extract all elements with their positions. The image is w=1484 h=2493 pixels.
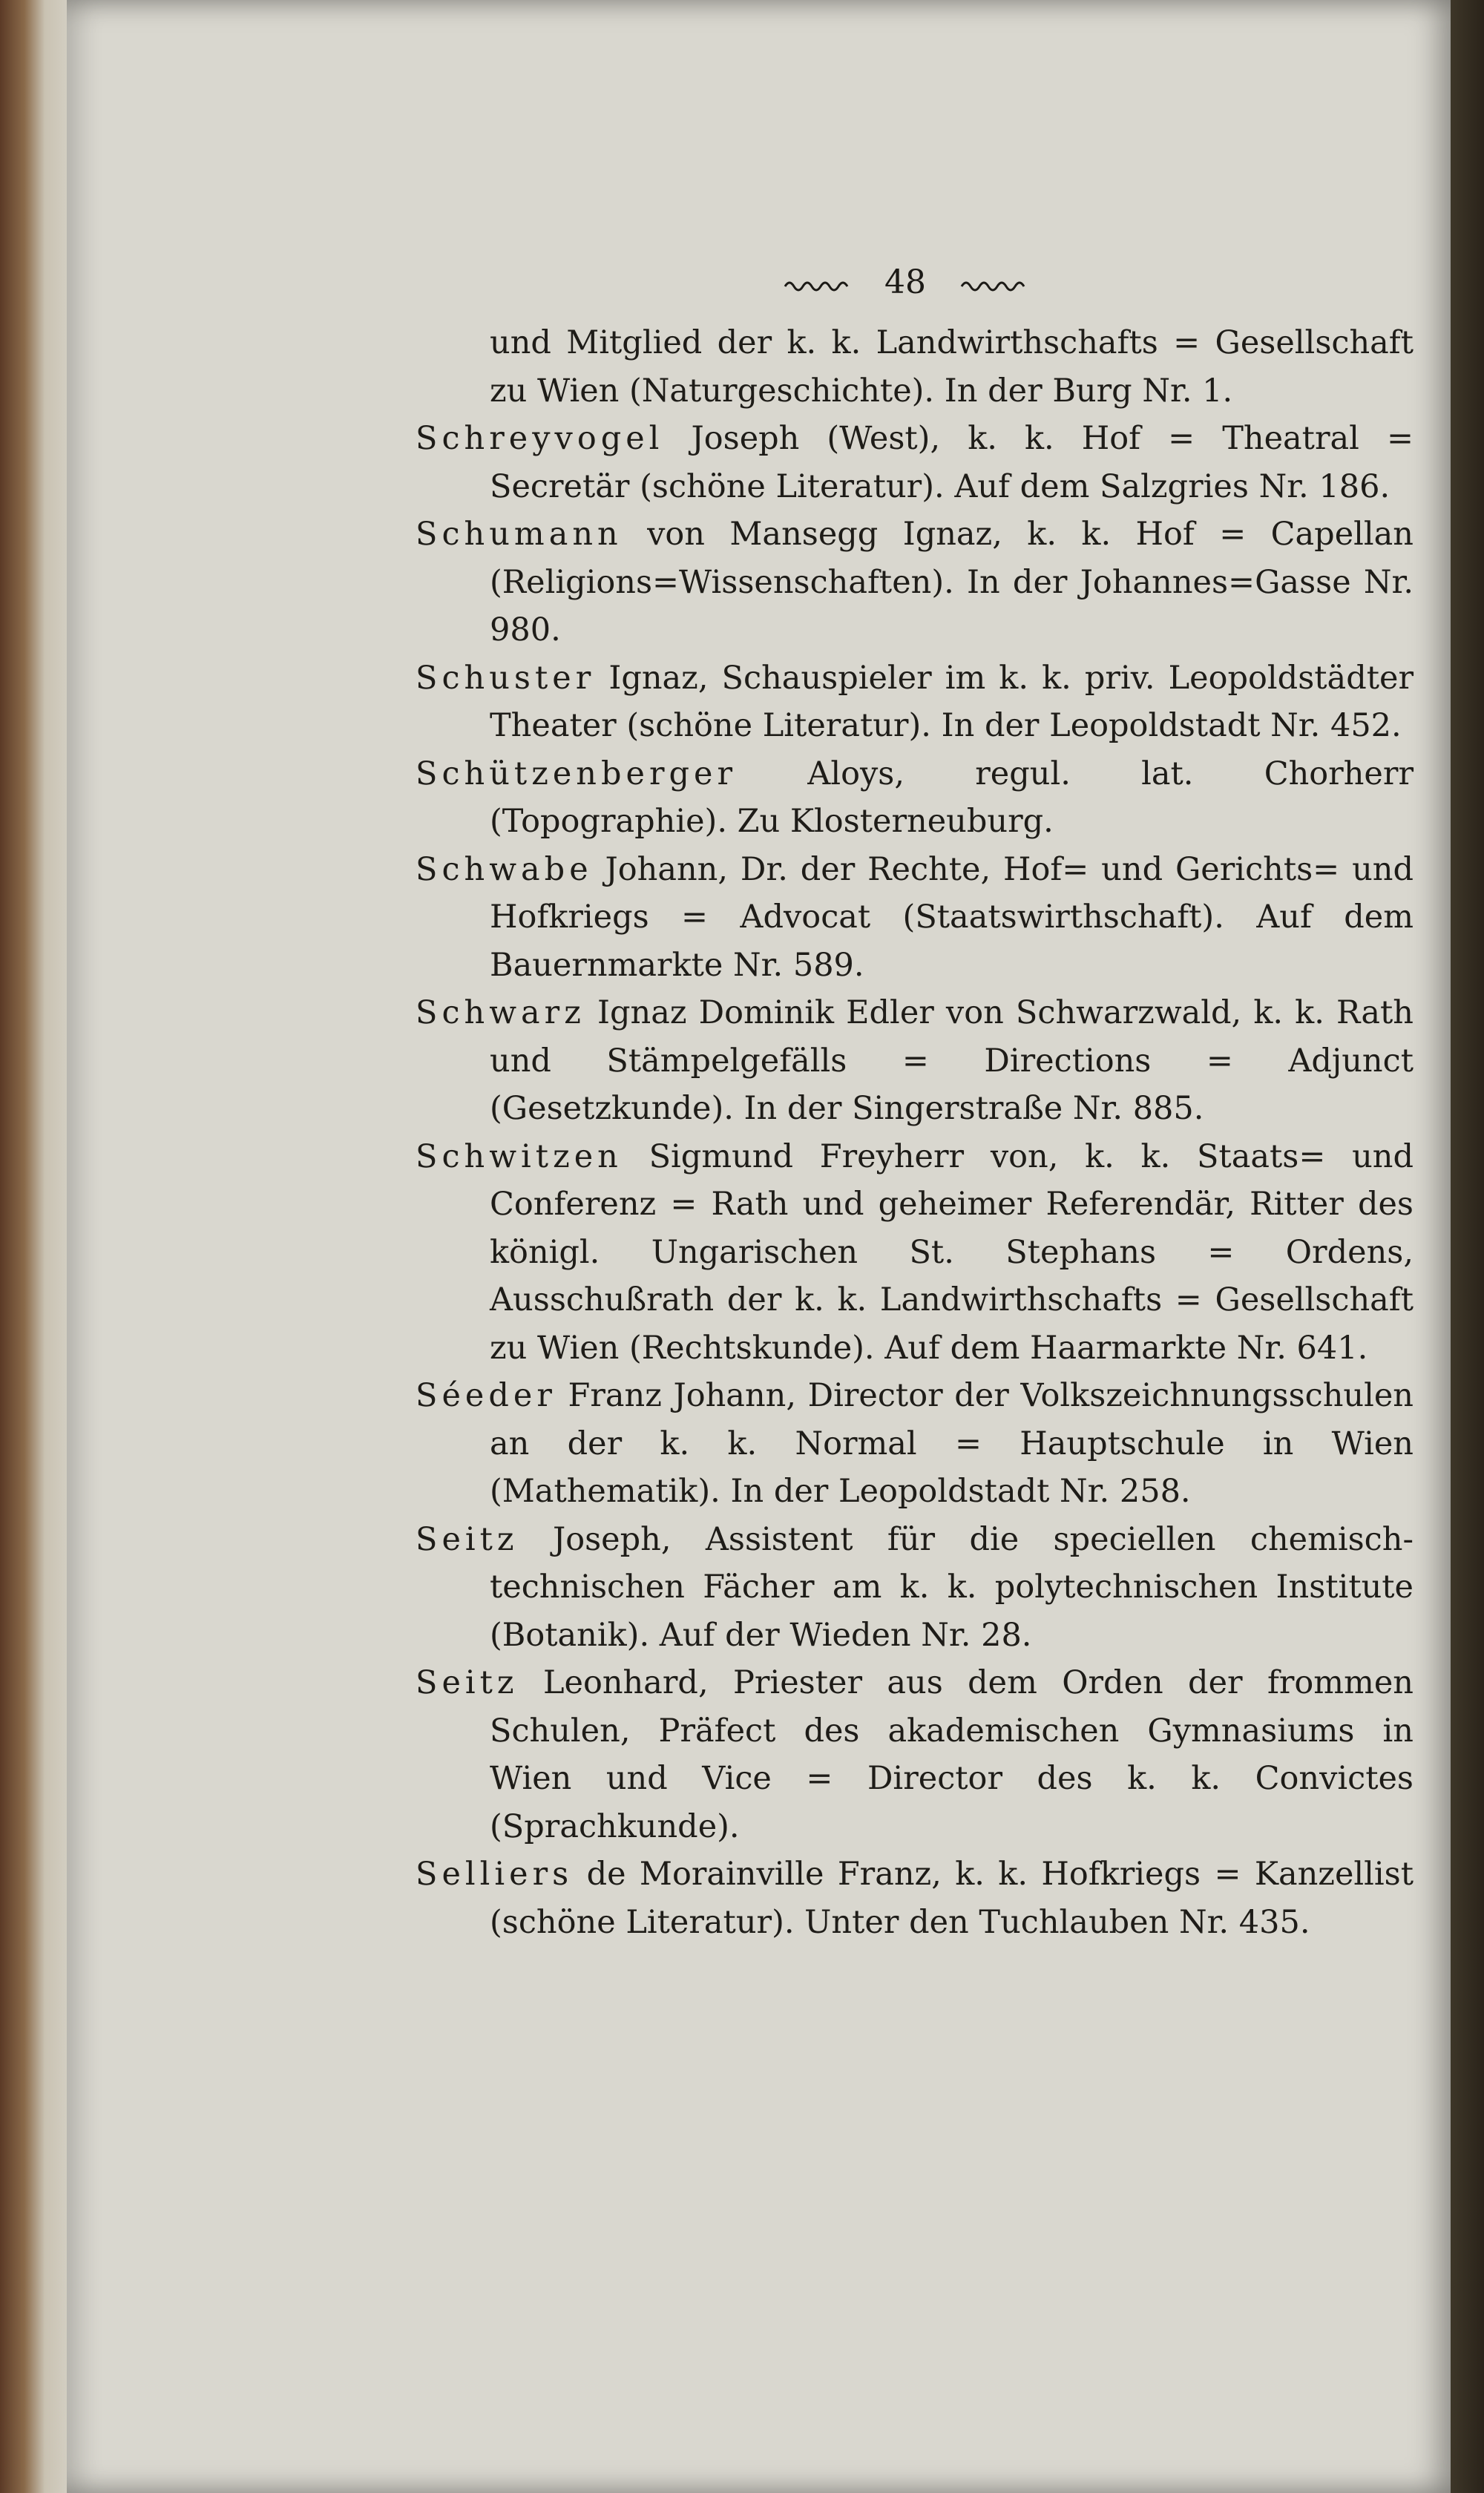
entry-name: Selliers [416, 1856, 574, 1893]
entry-name: Schwitzen [416, 1137, 623, 1175]
entry-name: Schwarz [416, 994, 585, 1031]
list-item [416, 989, 1414, 1133]
entry-text: Ignaz Dominik Edler von Schwarzwald, k. k. Rath und Stämpelgefälls = Directions = Adjunct (Gesetzkunde). In der Singerstraße Nr. 885. [490, 994, 1414, 1127]
entry-text: Franz Johann, Director der Volkszeichnungsschulen an der k. k. Normal = Hauptschule in Wien (Mathematik). In der Leopoldstadt Nr. 258. [490, 1377, 1414, 1510]
entry-text: Johann, Dr. der Rechte, Hof= und Gerichts= und Hofkriegs = Advocat (Staatswirthschaft). Auf dem Bauernmarkte Nr. 589. [490, 850, 1414, 984]
entry-name: Séeder [416, 1377, 556, 1414]
page-number: 48 [884, 263, 926, 301]
list-item [416, 1659, 1414, 1850]
list-item [416, 846, 1414, 990]
entry-name: Schumann [416, 516, 623, 553]
entry-list [416, 319, 1414, 1946]
entry-text: Aloys, regul. lat. Chorherr (Topographie). Zu Klosterneuburg. [490, 755, 1414, 840]
entry-text: de Morainville Franz, k. k. Hofkriegs = Kanzellist (schöne Literatur). Unter den Tuchlauben Nr. 435. [490, 1856, 1414, 1941]
list-item [416, 319, 1414, 415]
left-ornament-icon [784, 276, 850, 294]
entry-text: und Mitglied der k. k. Landwirthschafts = Gesellschaft zu Wien (Naturgeschichte). In der Burg Nr. 1. [490, 324, 1414, 410]
entry-text: von Mansegg Ignaz, k. k. Hof = Capellan (Religions=Wissenschaften). In der Johannes=Gasse Nr. 980. [490, 516, 1414, 648]
list-item [416, 1516, 1414, 1660]
binding-edge [1451, 0, 1484, 2493]
right-ornament-icon [960, 276, 1027, 294]
entry-text: Ignaz, Schauspieler im k. k. priv. Leopoldstädter Theater (schöne Literatur). In der Leopoldstadt Nr. 452. [490, 659, 1414, 744]
list-item [416, 415, 1414, 510]
list-item [416, 1372, 1414, 1516]
list-item [416, 1133, 1414, 1373]
entry-text: Sigmund Freyherr von, k. k. Staats= und Conferenz = Rath und geheimer Referendär, Ritter des königl. Ungarischen St. Stephans = Ordens, Ausschußrath der k. k. Landwirthschafts = Gesellschaft zu Wien (Rechtskunde). Auf dem Haarmarkte Nr. 641. [490, 1137, 1414, 1367]
entry-name: Seitz [416, 1520, 519, 1558]
entry-name: Schwabe [416, 850, 593, 888]
list-item [416, 510, 1414, 654]
page-header [764, 263, 1046, 301]
entry-name: Schuster [416, 659, 596, 697]
entry-text: Leonhard, Priester aus dem Orden der frommen Schulen, Präfect des akademischen Gymnasiums in Wien und Vice = Director des k. k. Convictes (Sprachkunde). [490, 1664, 1414, 1845]
entry-name: Schützenberger [416, 755, 738, 792]
list-item [416, 1850, 1414, 1946]
entry-name: Seitz [416, 1664, 519, 1701]
list-item [416, 750, 1414, 846]
entry-name: Schreyvogel [416, 420, 664, 457]
list-item [416, 654, 1414, 750]
entry-text: Joseph (West), k. k. Hof = Theatral = Secretär (schöne Literatur). Auf dem Salzgries Nr. 186. [490, 420, 1414, 505]
entry-text: Joseph, Assistent für die speciellen chemisch-technischen Fächer am k. k. polytechnischen Institute (Botanik). Auf der Wieden Nr. 28. [490, 1520, 1414, 1654]
